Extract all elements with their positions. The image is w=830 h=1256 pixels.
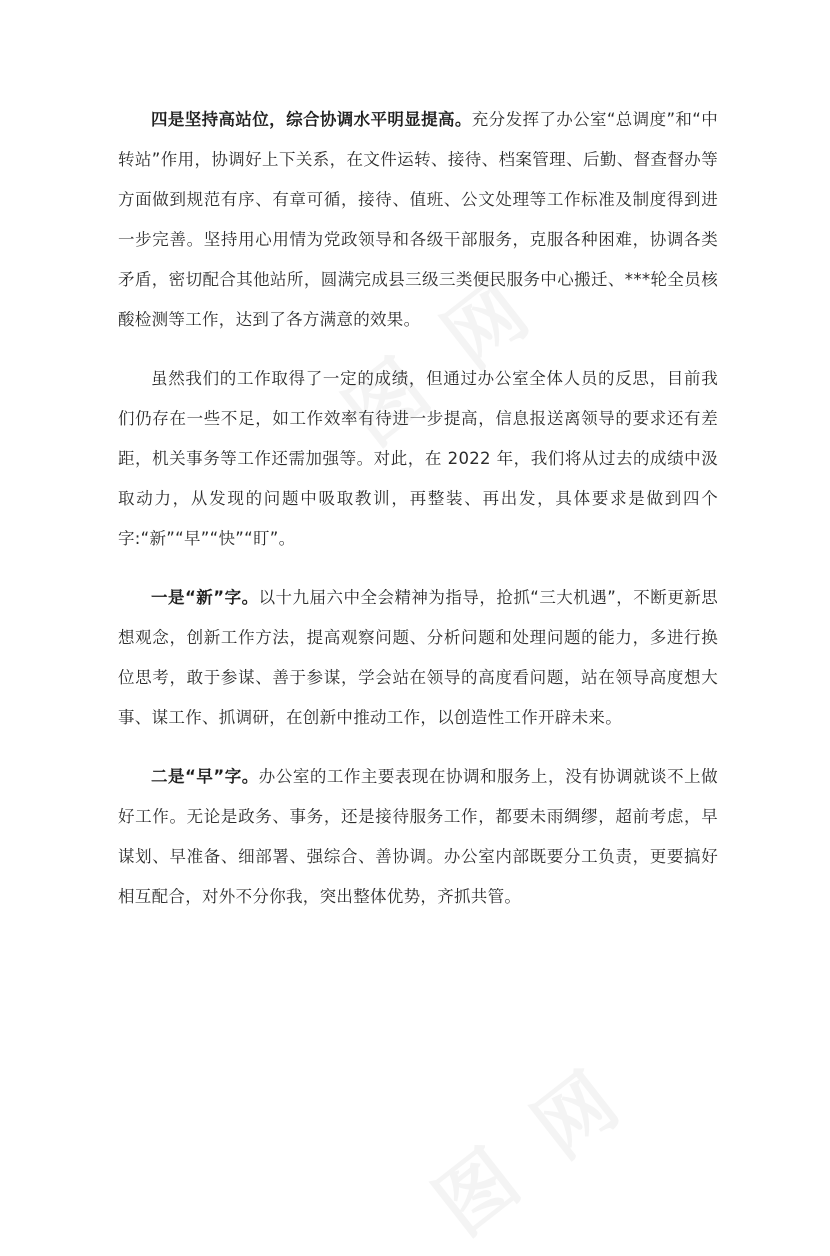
paragraph-3: [118, 578, 718, 738]
document-body: [118, 100, 718, 936]
paragraph-3-lead: 一是“新”字。: [151, 588, 259, 607]
paragraph-4-text: 办公室的工作主要表现在协调和服务上，没有协调就谈不上做好工作。无论是政务、事务，还是接待服务工作，都要未雨绸缪，超前考虑，早谋划、早准备、细部署、强综合、善协调。办公室内部既要分工负责，更要搞好相互配合，对外不分你我，突出整体优势，齐抓共管。: [118, 767, 718, 906]
paragraph-4-lead: 二是“早”字。: [151, 767, 259, 786]
watermark: [408, 1036, 645, 1255]
paragraph-2-text: 虽然我们的工作取得了一定的成绩，但通过办公室全体人员的反思，目前我们仍存在一些不足，如工作效率有待进一步提高，信息报送离领导的要求还有差距，机关事务等工作还需加强等。对此，在 2022 年，我们将从过去的成绩中汲取动力，从发现的问题中吸取教训，再整装、再出发，具体要求是做到四个字:“新”“早”“快”“盯”。: [118, 369, 718, 548]
paragraph-1-text: 充分发挥了办公室“总调度”和“中转站”作用，协调好上下关系，在文件运转、接待、档案管理、后勤、督查督办等方面做到规范有序、有章可循，接待、值班、公文处理等工作标准及制度得到进一步完善。坚持用心用情为党政领导和各级干部服务，克服各种困难，协调各类矛盾，密切配合其他站所，圆满完成县三级三类便民服务中心搬迁、***轮全员核酸检测等工作，达到了各方满意的效果。: [118, 110, 718, 329]
paragraph-1-lead: 四是坚持高站位，综合协调水平明显提高。: [151, 110, 472, 129]
paragraph-2: [118, 359, 718, 559]
paragraph-4: [118, 757, 718, 917]
paragraph-1: [118, 100, 718, 340]
paragraph-3-text: 以十九届六中全会精神为指导，抢抓“三大机遇”，不断更新思想观念，创新工作方法，提高观察问题、分析问题和处理问题的能力，多进行换位思考，敢于参谋、善于参谋，学会站在领导的高度看问题，站在领导高度想大事、谋工作、抓调研，在创新中推动工作，以创造性工作开辟未来。: [118, 588, 719, 727]
